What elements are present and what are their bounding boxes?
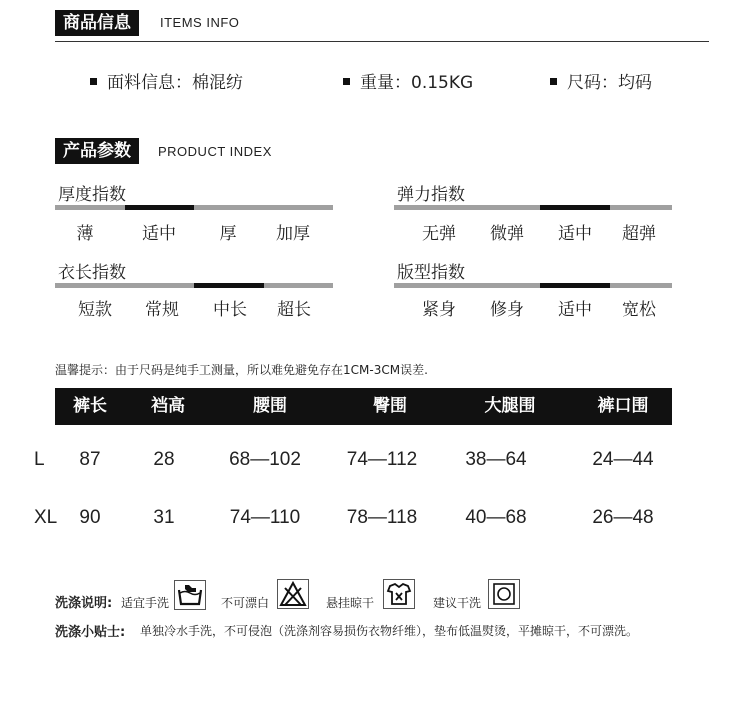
table-cell: 40—68	[465, 507, 527, 528]
care-text-no-bleach: 不可漂白	[221, 596, 270, 610]
items-info-subtitle: ITEMS INFO	[160, 15, 240, 30]
length-option: 短款	[78, 300, 112, 320]
size-label: XL	[34, 507, 58, 528]
table-cell: 78—118	[346, 507, 418, 528]
spec-fabric: 面料信息：棉混纺	[90, 68, 243, 93]
length-selected-segment	[194, 283, 264, 288]
care-text-hang-dry: 悬挂晾干	[326, 596, 375, 610]
table-cell: 87	[79, 449, 101, 470]
table-cell: 24—44	[592, 449, 654, 470]
table-cell: 31	[153, 507, 175, 528]
header-leg-opening: 裤口围	[597, 396, 649, 416]
items-info-title: 商品信息	[55, 10, 139, 36]
table-cell: 38—64	[465, 449, 527, 470]
care-text-dry-clean: 建议干洗	[433, 596, 482, 610]
thickness-index-bar	[55, 205, 333, 210]
product-index-subtitle: PRODUCT INDEX	[158, 144, 272, 159]
measurement-tip: 温馨提示：由于尺码是纯手工测量，所以难免避免存在1CM-3CM误差.	[55, 363, 428, 377]
fit-option: 修身	[490, 300, 524, 320]
elasticity-option: 微弹	[490, 224, 524, 244]
length-index-title: 衣长指数	[58, 263, 126, 283]
care-tips-label: 洗涤小贴士:	[55, 625, 126, 640]
elasticity-index-title: 弹力指数	[397, 185, 465, 205]
table-cell: 74—110	[229, 507, 301, 528]
length-index-bar	[55, 283, 333, 288]
elasticity-index-bar	[394, 205, 672, 210]
elasticity-option: 适中	[558, 224, 592, 244]
thickness-option: 适中	[142, 224, 176, 244]
elasticity-option: 无弹	[422, 224, 456, 244]
hang-dry-icon	[383, 579, 415, 609]
fit-index-bar	[394, 283, 672, 288]
length-option: 常规	[145, 300, 179, 320]
table-cell: 28	[153, 449, 175, 470]
dry-clean-icon	[488, 579, 520, 609]
length-option: 超长	[277, 300, 311, 320]
care-label: 洗涤说明:	[55, 596, 113, 611]
length-option: 中长	[213, 300, 247, 320]
fit-option: 适中	[558, 300, 592, 320]
thickness-option: 薄	[76, 224, 94, 244]
bullet-square-icon	[343, 78, 350, 85]
size-table-header	[55, 388, 672, 425]
table-cell: 74—112	[346, 449, 418, 470]
fit-selected-segment	[540, 283, 610, 288]
product-index-title: 产品参数	[55, 138, 139, 164]
thickness-option: 加厚	[276, 224, 310, 244]
fit-option: 紧身	[422, 300, 456, 320]
care-text-hand-wash: 适宜手洗	[121, 596, 170, 610]
thickness-selected-segment	[125, 205, 194, 210]
header-hip: 臀围	[373, 396, 407, 416]
fit-index-title: 版型指数	[397, 263, 465, 283]
bullet-square-icon	[550, 78, 557, 85]
header-waist: 腰围	[253, 396, 287, 416]
fit-option: 宽松	[622, 300, 656, 320]
table-cell: 68—102	[229, 449, 301, 470]
elasticity-selected-segment	[540, 205, 610, 210]
thickness-index-title: 厚度指数	[58, 185, 126, 205]
header-rise: 裆高	[151, 396, 185, 416]
no-bleach-icon	[277, 579, 309, 609]
spec-size: 尺码：均码	[550, 68, 652, 93]
section-divider	[55, 41, 709, 42]
bullet-square-icon	[90, 78, 97, 85]
header-thigh: 大腿围	[484, 396, 536, 416]
care-tips-text: 单独冷水手洗，不可侵泡（洗涤剂容易损伤衣物纤维），垫布低温熨烫，平摊晾干，不可漂洗。	[140, 624, 639, 638]
thickness-option: 厚	[219, 224, 237, 244]
table-cell: 90	[79, 507, 101, 528]
elasticity-option: 超弹	[622, 224, 656, 244]
spec-weight: 重量：0.15KG	[343, 68, 473, 93]
size-label: L	[34, 449, 45, 470]
hand-wash-icon	[174, 580, 206, 610]
header-pants-length: 裤长	[73, 396, 107, 416]
table-cell: 26—48	[592, 507, 654, 528]
